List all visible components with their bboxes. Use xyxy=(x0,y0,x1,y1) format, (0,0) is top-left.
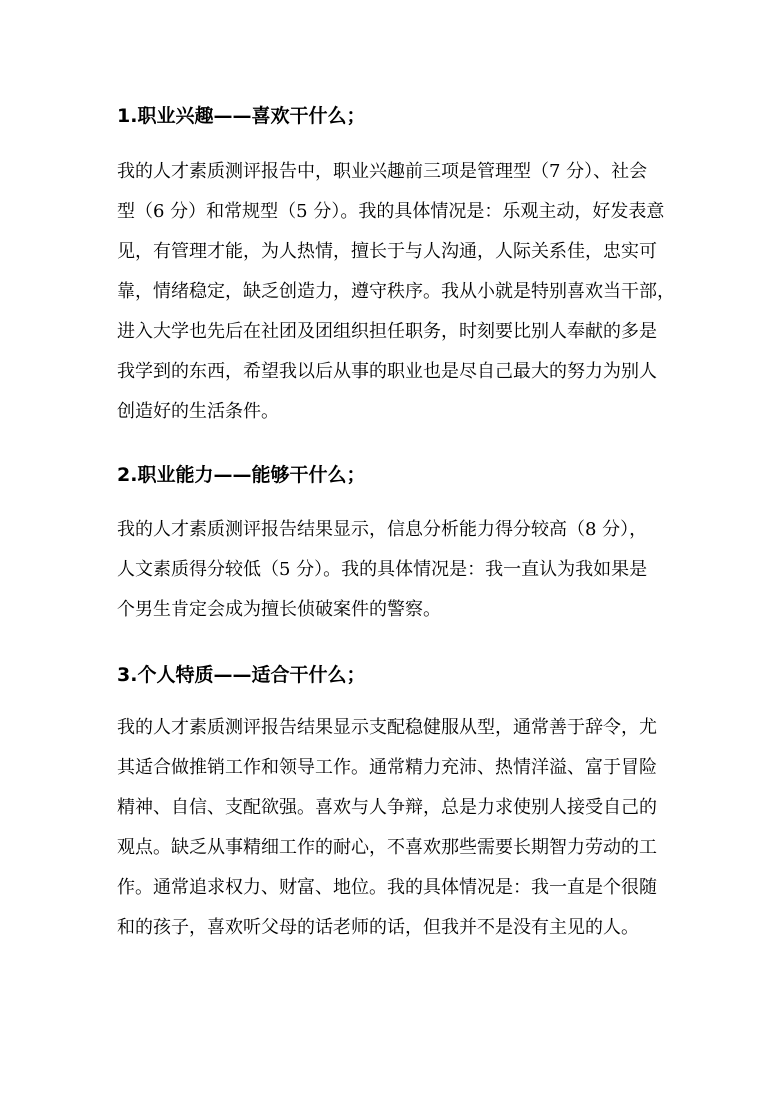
paragraph-line: 型（6 分）和常规型（5 分）。我的具体情况是：乐观主动，好发表意 xyxy=(117,201,665,222)
section-paragraph-career-ability xyxy=(117,510,663,630)
paragraph-line: 见，有管理才能，为人热情，擅长于与人沟通，人际关系佳，忠实可 xyxy=(117,241,657,262)
section-paragraph-career-interest xyxy=(117,152,675,432)
paragraph-line: 靠，情绪稳定，缺乏创造力，遵守秩序。我从小就是特别喜欢当干部， xyxy=(117,281,675,302)
paragraph-line: 人文素质得分较低（5 分）。我的具体情况是：我一直认为我如果是 xyxy=(117,559,648,580)
paragraph-line: 作。通常追求权力、财富、地位。我的具体情况是：我一直是个很随 xyxy=(117,877,657,898)
paragraph-line: 我的人才素质测评报告中，职业兴趣前三项是管理型（7 分）、社会 xyxy=(117,161,648,182)
paragraph-line: 和的孩子，喜欢听父母的话老师的话，但我并不是没有主见的人。 xyxy=(117,917,639,938)
section-heading-career-ability: 2.职业能力——能够干什么； xyxy=(117,464,366,486)
paragraph-line: 精神、自信、支配欲强。喜欢与人争辩，总是力求使别人接受自己的 xyxy=(117,797,657,818)
paragraph-line: 我的人才素质测评报告结果显示支配稳健服从型，通常善于辞令，尤 xyxy=(117,717,657,738)
paragraph-line: 我的人才素质测评报告结果显示，信息分析能力得分较高（8 分）， xyxy=(117,519,648,540)
paragraph-line: 个男生肯定会成为擅长侦破案件的警察。 xyxy=(117,599,441,620)
paragraph-line: 创造好的生活条件。 xyxy=(117,401,279,422)
paragraph-line: 进入大学也先后在社团及团组织担任职务，时刻要比别人奉献的多是 xyxy=(117,321,657,342)
paragraph-line: 其适合做推销工作和领导工作。通常精力充沛、热情洋溢、富于冒险 xyxy=(117,757,657,778)
section-heading-personal-traits: 3.个人特质——适合干什么； xyxy=(117,664,366,686)
paragraph-line: 观点。缺乏从事精细工作的耐心，不喜欢那些需要长期智力劳动的工 xyxy=(117,837,657,858)
paragraph-line: 我学到的东西，希望我以后从事的职业也是尽自己最大的努力为别人 xyxy=(117,361,657,382)
section-heading-career-interest: 1.职业兴趣——喜欢干什么； xyxy=(117,105,366,127)
section-paragraph-personal-traits xyxy=(117,708,663,948)
